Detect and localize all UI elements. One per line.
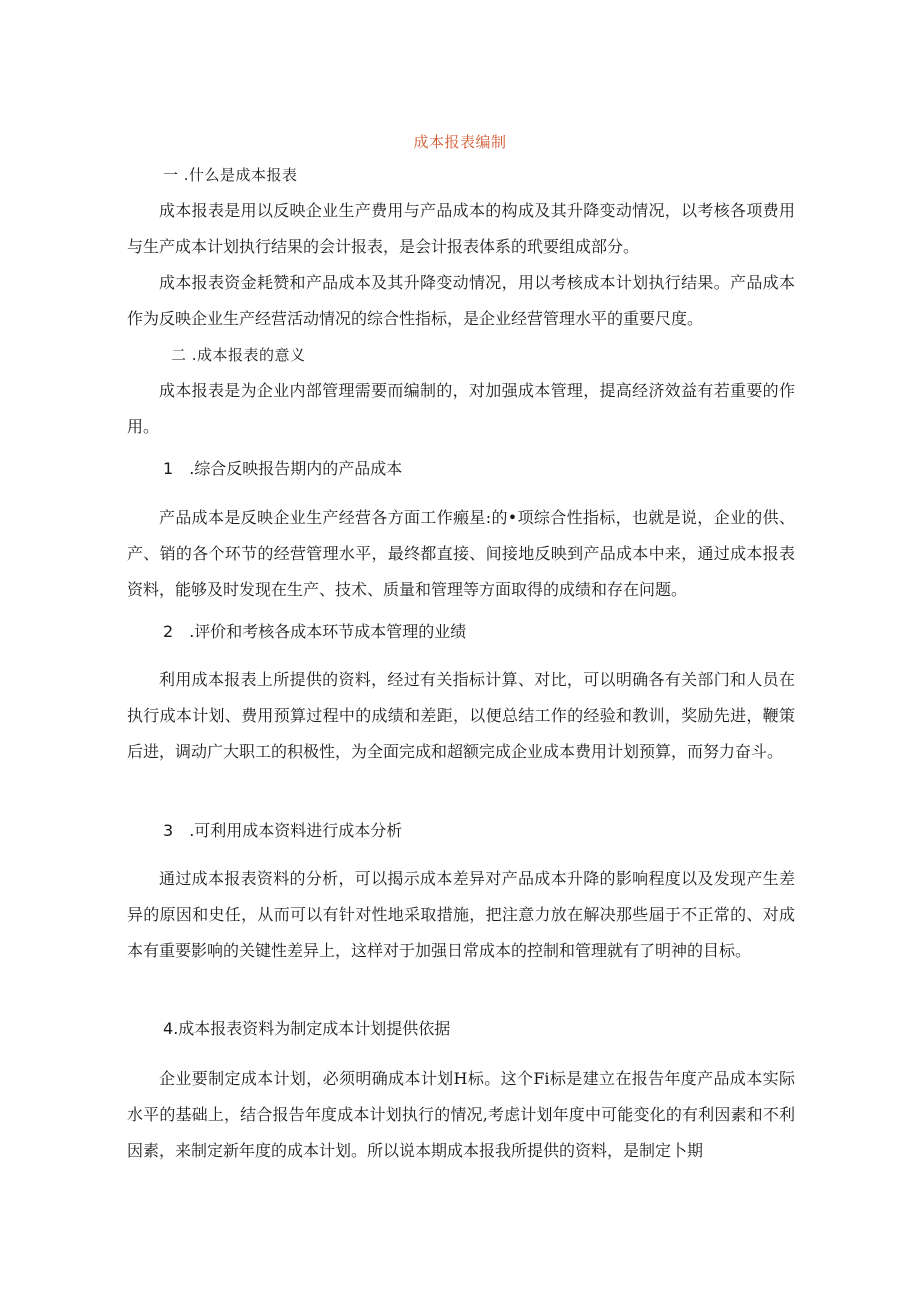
item-4 (127, 1011, 795, 1047)
item-3-body (127, 861, 795, 969)
item-4-number: 4 (163, 1019, 174, 1038)
item-2-text: 利用成本报表上所提供的资料，经过有关指标计算、对比，可以明确各有关部门和人员在执行成本计划、费用预算过程中的成绩和差距，以便总结工作的经验和教训，奖励先进，鞭策后进，调动广大职工的积极性，为全面完成和超额完成企业成本费用计划预算，而努力奋斗。 (127, 670, 795, 761)
item-1-title: .综合反映报告期内的产品成本 (189, 459, 403, 478)
item-2-heading (127, 614, 795, 650)
item-2-title: .评价和考核各成本环节成本管理的业绩 (189, 622, 467, 641)
item-2-body (127, 662, 795, 770)
document-title: 成本报表编制 (413, 133, 507, 151)
section-2 (127, 337, 795, 445)
item-4-text: 企业要制定成本计划，必须明确成本计划H标。这个Fi标是建立在报告年度产品成本实际水平的基础上，结合报告年度成本计划执行的情况,考虑计划年度中可能变化的有利因素和不利因素，来制定新年度的成本计划。所以说本期成本报我所提供的资料，是制定卜期 (127, 1069, 795, 1160)
item-4-title: .成本报表资料为制定成本计划提供依据 (173, 1019, 451, 1038)
item-1-number: 1 (163, 459, 174, 478)
item-2-number: 2 (163, 622, 174, 641)
item-3 (127, 813, 795, 849)
section-1-paragraph-2: 成本报表资金耗赞和产品成本及其升降变动情况，用以考核成本计划执行结果。产品成本作为反映企业生产经营活动情况的综合性指标，是企业经营管理水平的重要尺度。 (127, 273, 795, 328)
item-3-title: .可利用成本资料进行成本分析 (189, 821, 403, 840)
item-3-text: 通过成本报表资料的分析，可以揭示成本差异对产品成本升降的影响程度以及发现产生差异的原因和史任，从而可以有针对性地采取措施，把注意力放在解决那些屆于不正常的、对成本有重要影响的关键性差异上，这样对于加强日常成本的控制和管理就有了明神的目标。 (127, 869, 795, 960)
item-1 (127, 451, 795, 487)
item-3-number: 3 (163, 821, 174, 840)
item-1-text: 产品成本是反映企业生产经营各方面工作瘢星:的•项综合性指标，也就是说，企业的供、产、销的各个环节的经营管理水平，最终都直接、间接地反映到产品成本中来，通过成本报表资料，能够及时发现在生产、技术、质量和管理等方面取得的成绩和存在问题。 (127, 508, 795, 599)
section-2-heading: 二 .成本报表的意义 (171, 346, 306, 364)
section-1 (127, 157, 795, 337)
item-4-heading (127, 1011, 795, 1047)
item-2 (127, 614, 795, 650)
section-2-intro: 成本报表是为企业内部管理需要而编制的，对加强成本管理，提高经济效益有若重要的作用。 (127, 381, 795, 436)
item-3-heading (127, 813, 795, 849)
section-1-paragraph-1: 成本报表是用以反映企业生产费用与产品成本的构成及其升降变动情况，以考核各项费用与生产成本计划执行结果的会计报表，是会计报表体系的玳要组成部分。 (127, 201, 795, 256)
item-1-heading (127, 451, 795, 487)
item-4-body (127, 1061, 795, 1169)
item-1-body (127, 500, 795, 608)
section-1-heading: 一 .什么是成本报表 (163, 166, 298, 184)
